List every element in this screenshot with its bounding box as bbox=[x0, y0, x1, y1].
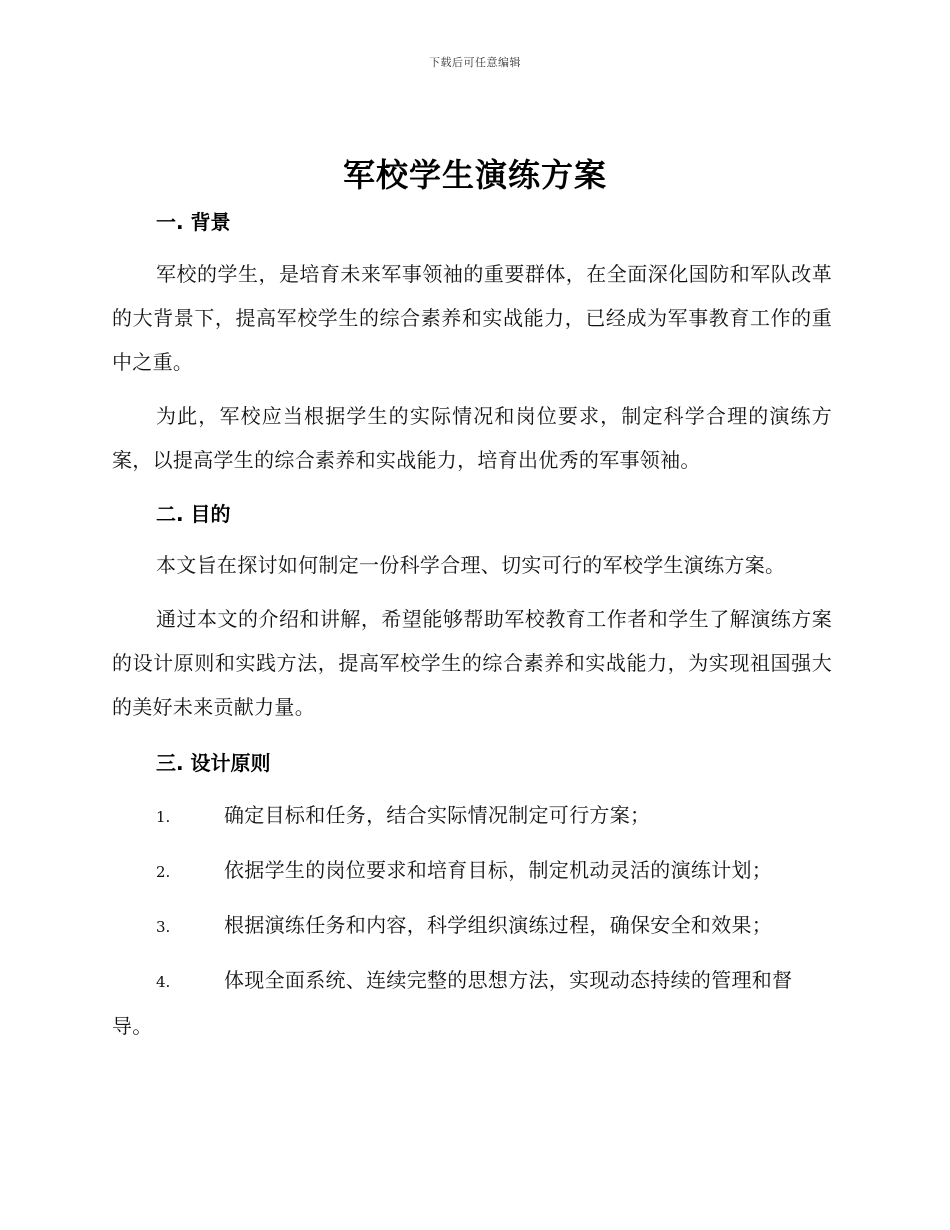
paragraph-background-1: 军校的学生，是培育未来军事领袖的重要群体，在全面深化国防和军队改革的大背景下，提高军校学生的综合素养和实战能力，已经成为军事教育工作的重中之重。 bbox=[112, 262, 832, 374]
list-item-number: 2. bbox=[156, 863, 171, 881]
paragraph-purpose-2: 通过本文的介绍和讲解，希望能够帮助军校教育工作者和学生了解演练方案的设计原则和实践方法，提高军校学生的综合素养和实战能力，为实现祖国强大的美好未来贡献力量。 bbox=[112, 607, 832, 719]
list-item bbox=[112, 848, 832, 894]
list-item bbox=[112, 958, 832, 1048]
list-item-text: 确定目标和任务，结合实际情况制定可行方案； bbox=[224, 803, 651, 827]
list-item-number: 4. bbox=[156, 973, 171, 991]
section-heading-background: 一. 背景 bbox=[156, 210, 231, 234]
page-header-note: 下载后可任意编辑 bbox=[429, 56, 521, 69]
list-item bbox=[112, 793, 832, 839]
list-item-text: 依据学生的岗位要求和培育目标，制定机动灵活的演练计划； bbox=[224, 858, 773, 882]
section-heading-principles: 三. 设计原则 bbox=[156, 751, 271, 775]
list-item-number: 1. bbox=[156, 808, 171, 826]
section-heading-purpose: 二. 目的 bbox=[156, 502, 231, 526]
list-item bbox=[112, 903, 832, 949]
list-item-text: 根据演练任务和内容，科学组织演练过程，确保安全和效果； bbox=[224, 913, 773, 937]
list-item-text: 体现全面系统、连续完整的思想方法，实现动态持续的管理和督导。 bbox=[112, 968, 793, 1038]
list-item-number: 3. bbox=[156, 918, 171, 936]
paragraph-background-2: 为此，军校应当根据学生的实际情况和岗位要求，制定科学合理的演练方案，以提高学生的综合素养和实战能力，培育出优秀的军事领袖。 bbox=[112, 404, 832, 472]
document-title: 军校学生演练方案 bbox=[342, 156, 607, 194]
paragraph-purpose-1: 本文旨在探讨如何制定一份科学合理、切实可行的军校学生演练方案。 bbox=[156, 553, 786, 577]
